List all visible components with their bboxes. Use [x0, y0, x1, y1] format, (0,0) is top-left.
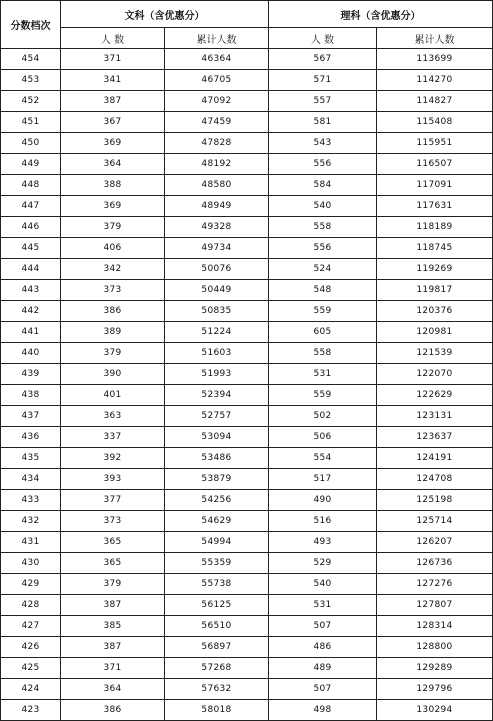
score-cell: 435	[1, 448, 61, 469]
score-cell: 432	[1, 511, 61, 532]
wen-people-header: 人 数	[61, 28, 165, 49]
score-cell: 439	[1, 364, 61, 385]
li-people-cell: 559	[269, 385, 377, 406]
li-cumulative-cell: 125198	[377, 490, 493, 511]
wen-people-cell: 337	[61, 427, 165, 448]
score-cell: 436	[1, 427, 61, 448]
wen-cumulative-cell: 52394	[165, 385, 269, 406]
li-cumulative-cell: 125714	[377, 511, 493, 532]
li-cumulative-cell: 117091	[377, 175, 493, 196]
wen-people-cell: 393	[61, 469, 165, 490]
li-cumulative-cell: 130294	[377, 700, 493, 721]
score-cell: 454	[1, 49, 61, 70]
table-row	[1, 385, 493, 406]
li-people-cell: 567	[269, 49, 377, 70]
table-row	[1, 427, 493, 448]
wen-people-cell: 401	[61, 385, 165, 406]
li-cumulative-cell: 114270	[377, 70, 493, 91]
wen-cumulative-cell: 53879	[165, 469, 269, 490]
li-cumulative-cell: 122070	[377, 364, 493, 385]
li-people-cell: 543	[269, 133, 377, 154]
score-column-header: 分数档次	[1, 1, 61, 49]
li-cumulative-cell: 126207	[377, 532, 493, 553]
table-row	[1, 280, 493, 301]
li-cumulative-cell: 129289	[377, 658, 493, 679]
li-cumulative-cell: 121539	[377, 343, 493, 364]
table-row	[1, 259, 493, 280]
table-row	[1, 700, 493, 721]
li-cumulative-cell: 114827	[377, 91, 493, 112]
table-row	[1, 112, 493, 133]
li-cumulative-cell: 122629	[377, 385, 493, 406]
table-row	[1, 322, 493, 343]
li-people-cell: 502	[269, 406, 377, 427]
wen-people-cell: 387	[61, 637, 165, 658]
table-row	[1, 490, 493, 511]
score-cell: 445	[1, 238, 61, 259]
table-row	[1, 133, 493, 154]
score-cell: 444	[1, 259, 61, 280]
score-cell: 434	[1, 469, 61, 490]
li-people-cell: 531	[269, 364, 377, 385]
table-row	[1, 196, 493, 217]
wen-cumulative-cell: 47459	[165, 112, 269, 133]
table-row	[1, 364, 493, 385]
li-people-cell: 529	[269, 553, 377, 574]
li-cumulative-cell: 124191	[377, 448, 493, 469]
li-people-cell: 507	[269, 616, 377, 637]
table-body	[1, 49, 493, 721]
li-cumulative-cell: 117631	[377, 196, 493, 217]
score-cell: 429	[1, 574, 61, 595]
table-row	[1, 154, 493, 175]
li-people-cell: 548	[269, 280, 377, 301]
li-people-cell: 490	[269, 490, 377, 511]
wen-people-cell: 363	[61, 406, 165, 427]
wen-group-header: 文科（含优惠分）	[61, 1, 269, 28]
wen-people-cell: 379	[61, 343, 165, 364]
li-cumulative-cell: 120981	[377, 322, 493, 343]
score-cell: 430	[1, 553, 61, 574]
wen-people-cell: 386	[61, 700, 165, 721]
li-cumulative-cell: 123131	[377, 406, 493, 427]
score-cell: 447	[1, 196, 61, 217]
li-cumulative-cell: 124708	[377, 469, 493, 490]
li-people-cell: 524	[269, 259, 377, 280]
table-row	[1, 175, 493, 196]
score-cell: 425	[1, 658, 61, 679]
wen-cumulative-cell: 48580	[165, 175, 269, 196]
table-row	[1, 469, 493, 490]
li-people-cell: 531	[269, 595, 377, 616]
wen-people-cell: 371	[61, 49, 165, 70]
li-people-cell: 556	[269, 154, 377, 175]
wen-people-cell: 387	[61, 595, 165, 616]
score-cell: 443	[1, 280, 61, 301]
wen-cumulative-cell: 47828	[165, 133, 269, 154]
li-people-cell: 506	[269, 427, 377, 448]
score-cell: 451	[1, 112, 61, 133]
wen-cumulative-cell: 54994	[165, 532, 269, 553]
li-people-cell: 558	[269, 217, 377, 238]
table-row	[1, 553, 493, 574]
li-cumulative-header: 累计人数	[377, 28, 493, 49]
wen-people-cell: 365	[61, 532, 165, 553]
table-row	[1, 91, 493, 112]
wen-people-cell: 386	[61, 301, 165, 322]
table-row	[1, 595, 493, 616]
wen-cumulative-cell: 48192	[165, 154, 269, 175]
li-people-cell: 605	[269, 322, 377, 343]
li-cumulative-cell: 128314	[377, 616, 493, 637]
li-people-cell: 558	[269, 343, 377, 364]
wen-people-cell: 390	[61, 364, 165, 385]
wen-cumulative-cell: 58018	[165, 700, 269, 721]
li-people-cell: 517	[269, 469, 377, 490]
wen-cumulative-cell: 55738	[165, 574, 269, 595]
wen-cumulative-cell: 50835	[165, 301, 269, 322]
wen-cumulative-cell: 49328	[165, 217, 269, 238]
li-cumulative-cell: 120376	[377, 301, 493, 322]
wen-cumulative-cell: 46364	[165, 49, 269, 70]
li-cumulative-cell: 128800	[377, 637, 493, 658]
wen-cumulative-cell: 46705	[165, 70, 269, 91]
wen-people-cell: 379	[61, 217, 165, 238]
score-cell: 453	[1, 70, 61, 91]
table-row	[1, 616, 493, 637]
wen-cumulative-cell: 51224	[165, 322, 269, 343]
wen-people-cell: 377	[61, 490, 165, 511]
wen-cumulative-cell: 53486	[165, 448, 269, 469]
wen-cumulative-cell: 51603	[165, 343, 269, 364]
wen-people-cell: 392	[61, 448, 165, 469]
li-people-cell: 507	[269, 679, 377, 700]
table-row	[1, 637, 493, 658]
table-row	[1, 49, 493, 70]
li-cumulative-cell: 118189	[377, 217, 493, 238]
table-row	[1, 679, 493, 700]
wen-cumulative-cell: 54256	[165, 490, 269, 511]
wen-people-cell: 364	[61, 679, 165, 700]
wen-people-cell: 369	[61, 196, 165, 217]
wen-cumulative-cell: 50449	[165, 280, 269, 301]
wen-cumulative-cell: 55359	[165, 553, 269, 574]
wen-people-cell: 367	[61, 112, 165, 133]
li-cumulative-cell: 129796	[377, 679, 493, 700]
table-row	[1, 574, 493, 595]
table-row	[1, 70, 493, 91]
wen-cumulative-cell: 49734	[165, 238, 269, 259]
score-cell: 427	[1, 616, 61, 637]
wen-cumulative-cell: 56125	[165, 595, 269, 616]
wen-people-cell: 373	[61, 511, 165, 532]
wen-people-cell: 369	[61, 133, 165, 154]
wen-people-cell: 364	[61, 154, 165, 175]
score-cell: 426	[1, 637, 61, 658]
li-people-cell: 493	[269, 532, 377, 553]
wen-people-cell: 341	[61, 70, 165, 91]
li-group-header: 理科（含优惠分）	[269, 1, 493, 28]
li-cumulative-cell: 115408	[377, 112, 493, 133]
wen-cumulative-header: 累计人数	[165, 28, 269, 49]
score-cell: 449	[1, 154, 61, 175]
wen-people-cell: 379	[61, 574, 165, 595]
score-cell: 438	[1, 385, 61, 406]
wen-cumulative-cell: 51993	[165, 364, 269, 385]
li-cumulative-cell: 115951	[377, 133, 493, 154]
wen-people-cell: 365	[61, 553, 165, 574]
wen-cumulative-cell: 57268	[165, 658, 269, 679]
wen-people-cell: 406	[61, 238, 165, 259]
wen-people-cell: 387	[61, 91, 165, 112]
wen-cumulative-cell: 53094	[165, 427, 269, 448]
score-cell: 424	[1, 679, 61, 700]
li-cumulative-cell: 118745	[377, 238, 493, 259]
li-people-cell: 486	[269, 637, 377, 658]
wen-cumulative-cell: 57632	[165, 679, 269, 700]
table-row	[1, 301, 493, 322]
table-row	[1, 238, 493, 259]
li-people-header: 人 数	[269, 28, 377, 49]
li-cumulative-cell: 127807	[377, 595, 493, 616]
li-people-cell: 498	[269, 700, 377, 721]
wen-cumulative-cell: 50076	[165, 259, 269, 280]
li-people-cell: 581	[269, 112, 377, 133]
header-row-sub	[1, 28, 493, 49]
wen-people-cell: 389	[61, 322, 165, 343]
score-cell: 433	[1, 490, 61, 511]
score-cell: 452	[1, 91, 61, 112]
wen-cumulative-cell: 52757	[165, 406, 269, 427]
score-cell: 441	[1, 322, 61, 343]
li-people-cell: 489	[269, 658, 377, 679]
li-cumulative-cell: 119817	[377, 280, 493, 301]
score-cell: 437	[1, 406, 61, 427]
score-cell: 423	[1, 700, 61, 721]
wen-people-cell: 342	[61, 259, 165, 280]
li-cumulative-cell: 127276	[377, 574, 493, 595]
score-cell: 431	[1, 532, 61, 553]
li-people-cell: 540	[269, 196, 377, 217]
li-people-cell: 554	[269, 448, 377, 469]
wen-cumulative-cell: 47092	[165, 91, 269, 112]
li-cumulative-cell: 123637	[377, 427, 493, 448]
table-row	[1, 532, 493, 553]
table-row	[1, 658, 493, 679]
table-row	[1, 511, 493, 532]
table-row	[1, 217, 493, 238]
li-people-cell: 556	[269, 238, 377, 259]
li-people-cell: 584	[269, 175, 377, 196]
wen-people-cell: 388	[61, 175, 165, 196]
li-cumulative-cell: 116507	[377, 154, 493, 175]
table-row	[1, 406, 493, 427]
score-cell: 428	[1, 595, 61, 616]
table-row	[1, 448, 493, 469]
wen-cumulative-cell: 54629	[165, 511, 269, 532]
wen-cumulative-cell: 48949	[165, 196, 269, 217]
score-cell: 440	[1, 343, 61, 364]
wen-cumulative-cell: 56897	[165, 637, 269, 658]
wen-people-cell: 385	[61, 616, 165, 637]
wen-people-cell: 371	[61, 658, 165, 679]
score-cell: 450	[1, 133, 61, 154]
li-cumulative-cell: 126736	[377, 553, 493, 574]
li-people-cell: 557	[269, 91, 377, 112]
li-people-cell: 571	[269, 70, 377, 91]
wen-people-cell: 373	[61, 280, 165, 301]
li-people-cell: 516	[269, 511, 377, 532]
li-people-cell: 559	[269, 301, 377, 322]
score-cell: 446	[1, 217, 61, 238]
wen-cumulative-cell: 56510	[165, 616, 269, 637]
li-people-cell: 540	[269, 574, 377, 595]
li-cumulative-cell: 119269	[377, 259, 493, 280]
table-row	[1, 343, 493, 364]
header-row-groups	[1, 1, 493, 28]
score-cell: 448	[1, 175, 61, 196]
li-cumulative-cell: 113699	[377, 49, 493, 70]
score-cell: 442	[1, 301, 61, 322]
